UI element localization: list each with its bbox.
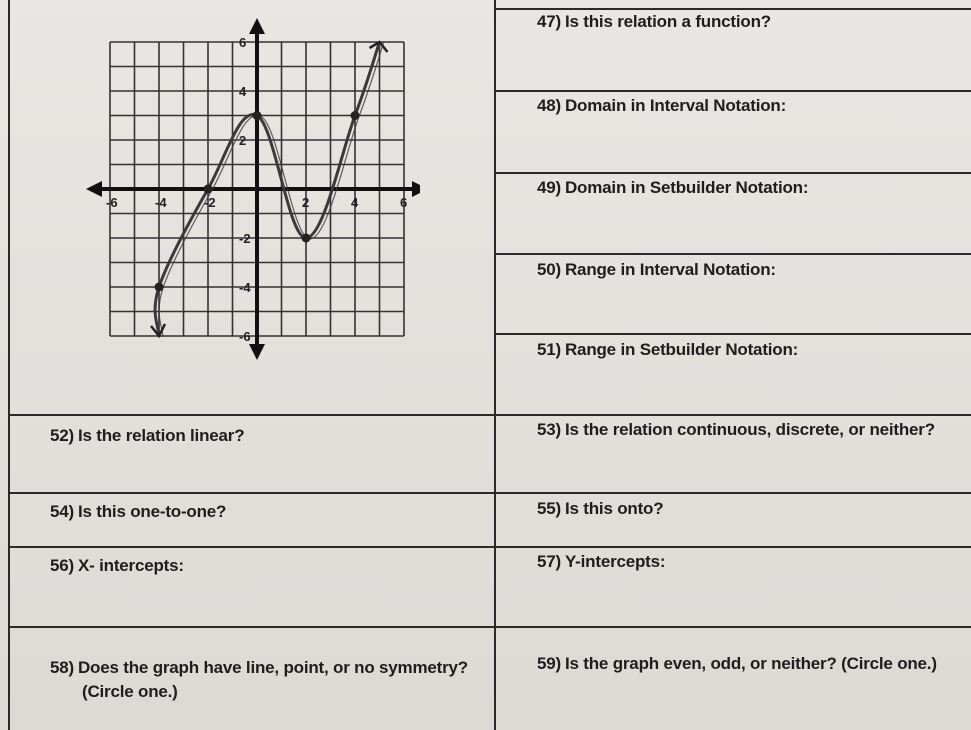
question-number: 49) — [537, 178, 561, 197]
row-divider — [8, 414, 971, 416]
question-text: Is the graph even, odd, or neither? (Circle one.) — [564, 654, 937, 673]
question-58 — [50, 656, 472, 704]
row-divider — [8, 546, 971, 548]
question-57 — [537, 550, 665, 574]
x-tick-label: 4 — [351, 195, 359, 210]
row-divider — [494, 90, 971, 92]
question-text: Range in Setbuilder Notation: — [564, 340, 799, 359]
center-divider — [494, 0, 496, 730]
y-tick-label: 2 — [239, 133, 247, 148]
question-text: Is this onto? — [564, 499, 664, 518]
x-axis-arrow-left — [86, 181, 102, 197]
question-number: 54) — [50, 502, 74, 521]
question-number: 50) — [537, 260, 561, 279]
question-55 — [537, 497, 663, 521]
marked-point — [351, 111, 360, 120]
question-52 — [50, 424, 244, 448]
question-59 — [537, 652, 971, 676]
row-divider — [8, 492, 971, 494]
function-graph — [80, 18, 420, 368]
question-text: Does the graph have line, point, or no symmetry? (Circle one.) — [77, 658, 468, 701]
y-axis-arrow-down — [249, 344, 265, 360]
x-tick-label: -6 — [106, 195, 118, 210]
question-number: 47) — [537, 12, 561, 31]
question-number: 58) — [50, 658, 74, 677]
question-text: Range in Interval Notation: — [564, 260, 776, 279]
y-tick-label: -4 — [239, 280, 251, 295]
marked-point — [253, 111, 262, 120]
x-tick-label: 2 — [302, 195, 310, 210]
question-number: 52) — [50, 426, 74, 445]
outer-left-border — [8, 0, 10, 730]
x-tick-label: -2 — [204, 195, 216, 210]
row-divider — [494, 253, 971, 255]
question-56 — [50, 554, 184, 578]
row-divider — [494, 172, 971, 174]
y-tick-label: -2 — [239, 231, 251, 246]
question-48 — [537, 94, 786, 118]
marked-point — [155, 283, 164, 292]
question-number: 51) — [537, 340, 561, 359]
row-divider — [8, 626, 971, 628]
question-47 — [537, 10, 771, 34]
question-text: Is the relation linear? — [77, 426, 245, 445]
y-axis-arrow-up — [249, 18, 265, 34]
marked-point — [204, 185, 213, 194]
y-tick-label: 4 — [239, 84, 247, 99]
y-tick-label: 6 — [239, 35, 247, 50]
question-number: 48) — [537, 96, 561, 115]
question-number: 53) — [537, 420, 561, 439]
question-54 — [50, 500, 226, 524]
question-number: 57) — [537, 552, 561, 571]
question-50 — [537, 258, 776, 282]
question-text: Domain in Interval Notation: — [564, 96, 787, 115]
question-49 — [537, 176, 808, 200]
question-51 — [537, 338, 798, 362]
question-number: 59) — [537, 654, 561, 673]
question-text: Is this one-to-one? — [77, 502, 227, 521]
question-text: Is this relation a function? — [564, 12, 771, 31]
question-text: Is the relation continuous, discrete, or neither? — [564, 420, 935, 439]
question-text: Y-intercepts: — [564, 552, 666, 571]
x-tick-label: -4 — [155, 195, 167, 210]
question-text: X- intercepts: — [77, 556, 184, 575]
question-53 — [537, 418, 969, 442]
x-tick-label: 6 — [400, 195, 408, 210]
x-axis-arrow-right — [412, 181, 420, 197]
marked-point — [302, 234, 311, 243]
question-text: Domain in Setbuilder Notation: — [564, 178, 809, 197]
question-number: 55) — [537, 499, 561, 518]
y-tick-label: -6 — [239, 329, 251, 344]
row-divider — [494, 333, 971, 335]
question-number: 56) — [50, 556, 74, 575]
